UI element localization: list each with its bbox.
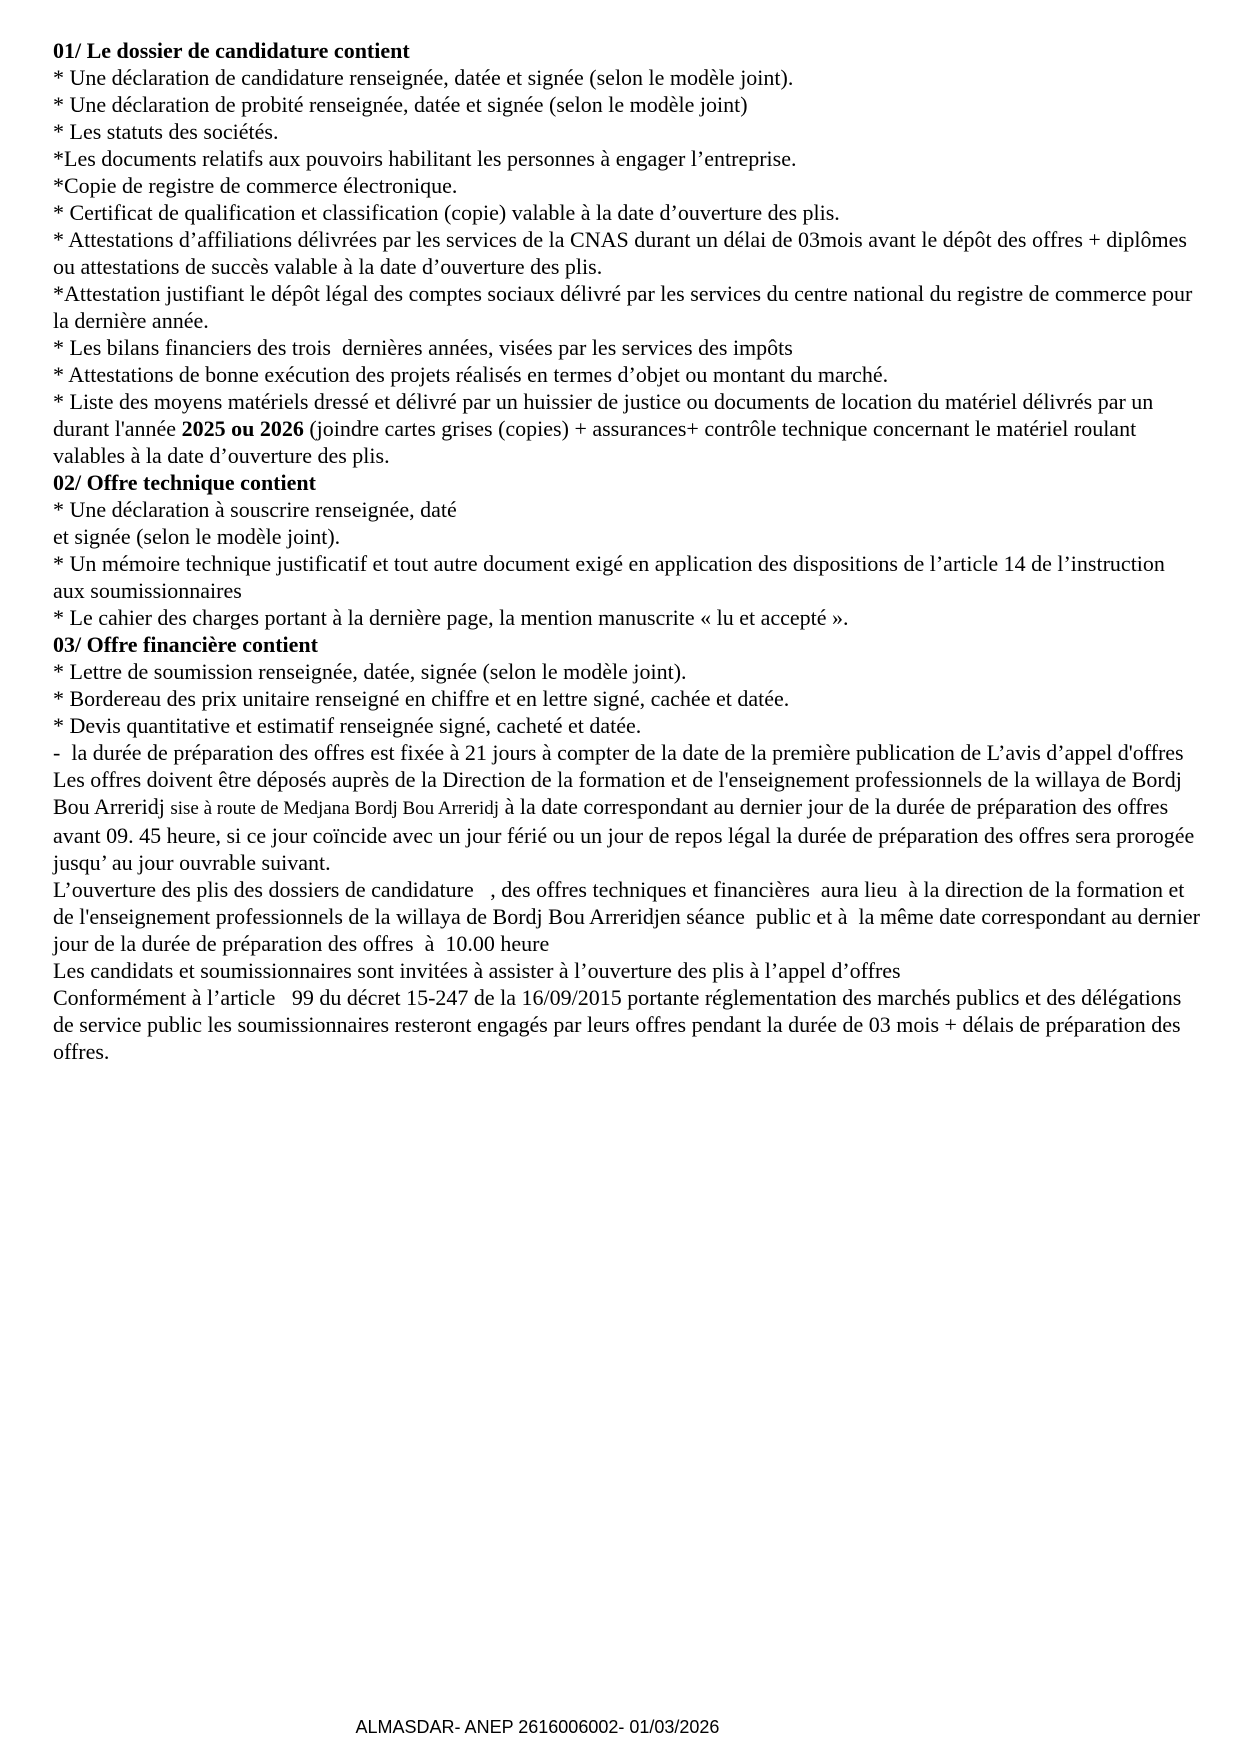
- section-dossier-candidature: [53, 37, 1201, 469]
- requirement-item: * Devis quantitative et estimatif renseignée signé, cacheté et datée.: [53, 713, 642, 738]
- paragraph-duree-preparation: - la durée de préparation des offres est fixée à 21 jours à compter de la date de la première publication de L’avis d’appel d'offres: [53, 740, 1184, 765]
- requirement-item: * Attestations de bonne exécution des projets réalisés en termes d’objet ou montant du marché.: [53, 362, 889, 387]
- requirement-item: *Attestation justifiant le dépôt légal des comptes sociaux délivré par les services du centre national du registre de commerce pour la dernière année.: [53, 281, 1198, 333]
- requirement-item: et signée (selon le modèle joint).: [53, 524, 341, 549]
- requirement-item: * Les statuts des sociétés.: [53, 119, 279, 144]
- requirement-item: * Les bilans financiers des trois dernières années, visées par les services des impôts: [53, 335, 793, 360]
- section-offre-technique: [53, 469, 1201, 631]
- materials-years-bold: 2025 ou 2026: [181, 416, 304, 441]
- offre-financiere-heading: 03/ Offre financière contient: [53, 632, 318, 657]
- requirement-item: *Copie de registre de commerce électronique.: [53, 173, 458, 198]
- requirement-item: * Le cahier des charges portant à la dernière page, la mention manuscrite « lu et accepté ».: [53, 605, 849, 630]
- materials-text-post: (joindre cartes grises (copies) + assurances+ contrôle technique concernant le matériel roulant valables à la date d’ouverture des plis.: [53, 416, 1142, 468]
- anep-footer: [0, 1716, 1075, 1738]
- offre-technique-heading: 02/ Offre technique contient: [53, 470, 316, 495]
- requirement-item: * Une déclaration de probité renseignée, datée et signée (selon le modèle joint): [53, 92, 748, 117]
- paragraph-ouverture-plis: L’ouverture des plis des dossiers de candidature , des offres techniques et financières aura lieu à la direction de la formation et de l'enseignement professionnels de la willaya de Bordj Bou Arreridjen séance public et à la même date correspondant au dernier jour de la durée de préparation des offres à 10.00 heure: [53, 877, 1206, 956]
- requirement-item: * Lettre de soumission renseignée, datée, signée (selon le modèle joint).: [53, 659, 687, 684]
- dossier-heading: 01/ Le dossier de candidature contient: [53, 38, 410, 63]
- paragraph-engagement-offres: Conformément à l’article 99 du décret 15-247 de la 16/09/2015 portante réglementation des marchés publics et des délégations de service public les soumissionnaires resteront engagés par leurs offres pendant la durée de 03 mois + délais de préparation des offres.: [53, 985, 1187, 1064]
- depot-text-post: à la date correspondant au dernier jour de la durée de préparation des offres avant 09. 45 heure, si ce jour coïncide avec un jour férié ou un jour de repos légal la durée de préparation des offres sera prorogée jusqu’ au jour ouvrable suivant.: [53, 794, 1200, 875]
- address-segment: sise à route de Medjana Bordj Bou Arreridj: [170, 798, 500, 819]
- requirement-item: * Un mémoire technique justificatif et tout autre document exigé en application des dispositions de l’article 14 de l’instruction aux soumissionnaires: [53, 551, 1171, 603]
- requirement-item: * Attestations d’affiliations délivrées par les services de la CNAS durant un délai de 03mois avant le dépôt des offres + diplômes ou attestations de succès valable à la date d’ouverture des plis.: [53, 227, 1193, 279]
- requirement-item: * Bordereau des prix unitaire renseigné en chiffre et en lettre signé, cachée et datée.: [53, 686, 790, 711]
- section-offre-financiere: [53, 631, 1201, 739]
- section-conditions: [53, 739, 1206, 1065]
- requirement-item: * Certificat de qualification et classification (copie) valable à la date d’ouverture des plis.: [53, 200, 840, 225]
- requirement-item: *Les documents relatifs aux pouvoirs habilitant les personnes à engager l’entreprise.: [53, 146, 797, 171]
- footer-note: ALMASDAR- ANEP 2616006002- 01/03/2026: [355, 1717, 720, 1737]
- paragraph-depot-offres: [53, 766, 1201, 876]
- depot-text-pre: Les offres doivent être déposés auprès de la Direction de la formation et de l'enseignement professionnels de la willaya de Bordj Bou Arreridj: [53, 767, 1188, 819]
- requirement-item-materials: [53, 388, 1201, 469]
- requirement-item: * Une déclaration à souscrire renseignée, daté: [53, 497, 457, 522]
- document-body: [53, 37, 1206, 1065]
- requirement-item: * Une déclaration de candidature renseignée, datée et signée (selon le modèle joint).: [53, 65, 794, 90]
- materials-text-pre: * Liste des moyens matériels dressé et délivré par un huissier de justice ou documents de location du matériel délivrés par un durant l'année: [53, 389, 1159, 441]
- paragraph-invitation-candidats: Les candidats et soumissionnaires sont invitées à assister à l’ouverture des plis à l’appel d’offres: [53, 958, 901, 983]
